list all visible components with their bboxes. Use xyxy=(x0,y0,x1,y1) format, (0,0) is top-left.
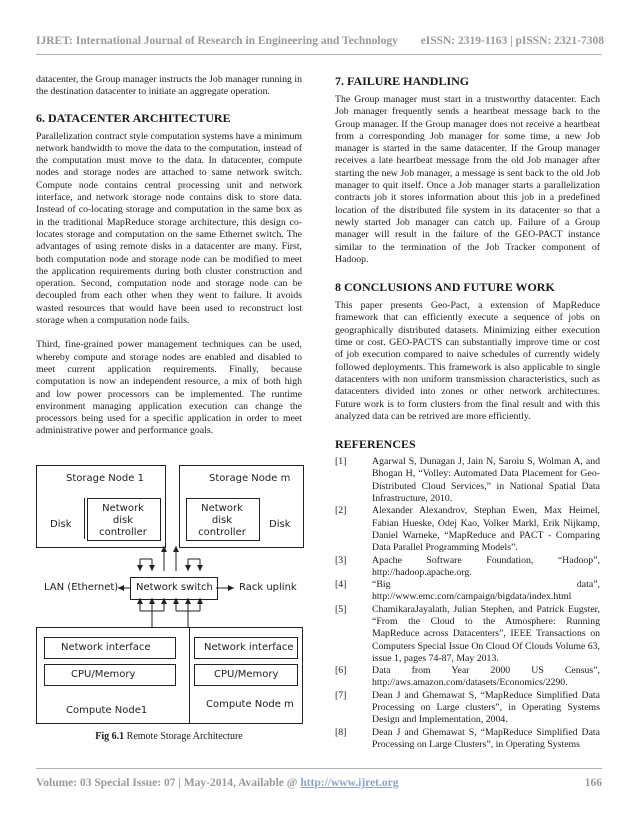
cpu-memory-1-label: CPU/Memory xyxy=(71,669,136,680)
network-disk-controller-1-label: Network disk controller xyxy=(99,503,147,538)
journal-title: IJRET: International Journal of Research in Engineering and Technology xyxy=(36,35,398,47)
disk-1-label: Disk xyxy=(50,519,72,530)
footer-rule xyxy=(36,768,602,769)
figure-caption-label: Fig 6.1 xyxy=(95,731,125,742)
network-interface-m-label: Network interface xyxy=(204,642,294,653)
section-8-heading: 8 CONCLUSIONS AND FUTURE WORK xyxy=(335,280,555,295)
reference-item: [5] ChamikaraJayalath, Julian Stephen, and Patrick Eugster, “From the Cloud to the Atmosphere: Running MapReduce across Datacenters”, IEEE Transactions on Computers Special Issue On Cloud Of Clouds Volume 63, issue 1, pages 74-87, May 2013. xyxy=(335,603,600,664)
section-7-paragraph: The Group manager must start in a trustworthy datacenter. Each Job manager frequently sends a heartbeat message back to the Group manager. If the Group manager does not receive a heartbeat from a corresponding Job manager for some time, a new Job manager is started in the same datacenter. If the Group manager receives a late heartbeat message from the old Job manager after starting the new Job manager, a message is sent back to the old Job manager to quit itself. Once a Job manager starts a parallelization contracts job it stores information about this job in a predefined location of the distributed file system in its datacenter so that a newly started Job manager can catch up. Failure of a Group manager will result in the failure of the GEO-PACT instance similar to the termination of the Job Tracker component of Hadoop. xyxy=(335,94,600,265)
compute-node-1-label: Compute Node1 xyxy=(66,705,148,716)
reference-item: [6] Data from Year 2000 US Census”, http://aws.amazon.com/datasets/Economics/2290. xyxy=(335,665,600,689)
section-6-paragraph-2: Third, fine-grained power management techniques can be used, whereby compute and storage nodes are enabled and disabled to meet current application requirements. Finally, because computation is now an independent resource, a mix of both high and low power processors can be implemented. The runtime environment managing application execution can change the processors being used for a specific application in order to meet administrative power and performance goals. xyxy=(36,339,302,437)
figure-caption xyxy=(36,731,302,742)
intro-paragraph: datacenter, the Group manager instructs the Job manager running in the destination datacenter to initiate an aggregate operation. xyxy=(36,74,302,98)
section-6-paragraph-1: Parallelization contract style computation systems have a minimum network bandwidth to move the data to the computation, instead of the computation must move to the data. In datacenter, compute nodes and storage nodes are attached to same network switch. Compute node contains central processing unit and network interface, and network storage node contains disk to store data. Instead of co-locating storage and computation in the same box as in the traditional MapReduce storage architecture, this design co-locates storage and computation on the same Ethernet switch. The advantages of using remote disks in a datacenter are many. First, both computation node and storage node can be modified to meet the application requirements during both cluster construction and operation. Second, computation node and storage node can be decoupled from each other when they went to failure. It avoids wasted resources that would have been used to reconstruct lost storage when a computation node fails. xyxy=(36,130,302,327)
disk-m-label: Disk xyxy=(269,519,291,530)
reference-item: [2] Alexander Alexandrov, Stephan Ewen, Max Heimel, Fabian Hueske, Odej Kao, Volker Markl, Erik Nijkamp, Daniel Warneke, “MapReduce and PACT - Comparing Data Parallel Programming Models”. xyxy=(335,505,600,554)
reference-item: [3] Apache Software Foundation, “Hadoop”, http://hadoop.apache.org. xyxy=(335,554,600,578)
footer-url-link[interactable]: http://www.ijret.org xyxy=(300,777,399,789)
reference-item: [7] Dean J and Ghemawat S, “MapReduce Simplified Data Processing on Large clusters”, in Operating Systems Design and Implementation, 2004. xyxy=(335,689,600,726)
network-switch-label: Network switch xyxy=(136,582,213,593)
figure-caption-text: Remote Storage Architecture xyxy=(124,731,243,742)
network-disk-controller-m-label: Network disk controller xyxy=(198,503,246,538)
storage-node-1-label: Storage Node 1 xyxy=(66,473,144,484)
header-rule xyxy=(36,54,602,55)
network-interface-1-label: Network interface xyxy=(61,642,151,653)
section-8-paragraph: This paper presents Geo-Pact, a extension of MapReduce framework that can efficiently execute a sequence of jobs on geographically distributed datasets. Minimizing either execution time or cost. GEO-PACTS can substantially improve time or cost of job execution compared to naive schedules of currently widely followed deployments. This framework is also applicable to single datacenters with non uniform transmission characteristics, such as datacenters divided into zones or other network architectures. Future work is to form clusters from the final result and with this analyzed data can be retrived are more efficiently. xyxy=(335,300,600,422)
running-header xyxy=(36,35,604,47)
reference-item: [1] Agarwal S, Dunagan J, Jain N, Saroiu S, Wolman A, and Bhogan H, “Volley: Automated Data Placement for Geo-Distributed Cloud Services,” in National Spatial Data Infrastructure, 2010. xyxy=(335,456,600,505)
cpu-memory-m-label: CPU/Memory xyxy=(214,669,279,680)
references-list xyxy=(335,456,600,751)
section-7-heading: 7. FAILURE HANDLING xyxy=(335,74,470,88)
storage-node-m-label: Storage Node m xyxy=(209,473,291,484)
remote-storage-figure xyxy=(36,465,302,745)
footer-volume: Volume: 03 Special Issue: 07 | May-2014, Available @ xyxy=(36,777,301,789)
running-footer xyxy=(36,777,602,789)
right-column xyxy=(335,74,600,751)
left-column xyxy=(36,74,302,438)
reference-item: [4] “Big data”, http://www.emc.com/campaign/bigdata/index.html xyxy=(335,579,600,603)
lan-label: LAN (Ethernet) xyxy=(44,582,119,593)
reference-item: [8] Dean J and Ghemawat S, “MapReduce Simplified Data Processing on Large Clusters”, in Operating Systems xyxy=(335,726,600,750)
references-heading: REFERENCES xyxy=(335,437,416,452)
rack-uplink-label: Rack uplink xyxy=(239,582,297,593)
issn: eISSN: 2319-1163 | pISSN: 2321-7308 xyxy=(420,35,604,47)
page-number: 166 xyxy=(584,777,602,789)
section-6-heading: 6. DATACENTER ARCHITECTURE xyxy=(36,110,231,125)
compute-node-m-label: Compute Node m xyxy=(206,699,294,710)
